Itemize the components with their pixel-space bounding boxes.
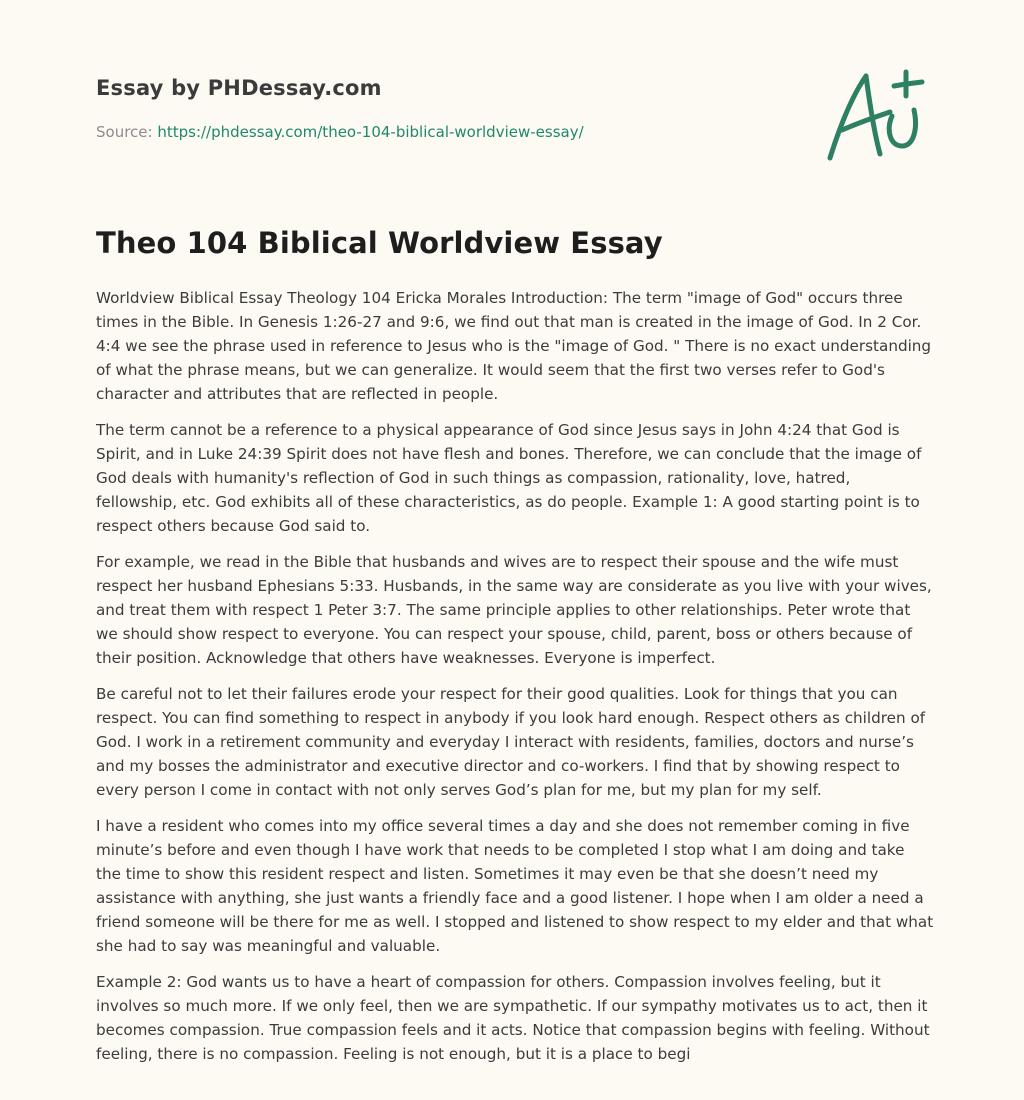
- source-label: Source:: [96, 123, 158, 141]
- article-title: Theo 104 Biblical Worldview Essay: [96, 226, 663, 260]
- a-plus-logo-icon: [818, 66, 930, 166]
- paragraph: Be careful not to let their failures erode your respect for their good qualities. Look for things that you can respect. You can find something to respect in anybody if you look hard enough. Respect others as children of God. I work in a retirement community and everyday I interact with residents, families, doctors and nurse’s and my bosses the administrator and executive director and co-workers. I find that by showing respect to every person I come in contact with not only serves God’s plan for me, but my plan for my self.: [96, 685, 926, 799]
- source-line: [96, 123, 584, 141]
- source-link[interactable]: https://phdessay.com/theo-104-biblical-worldview-essay/: [157, 123, 584, 141]
- paragraph: Example 2: God wants us to have a heart of compassion for others. Compassion involves feeling, but it involves so much more. If we only feel, then we are sympathetic. If our sympathy motivates us to act, then it becomes compassion. True compassion feels and it acts. Notice that compassion begins with feeling. Without feeling, there is no compassion. Feeling is not enough, but it is a place to begi: [96, 973, 930, 1063]
- site-name: Essay by PHDessay.com: [96, 76, 382, 100]
- paragraph: For example, we read in the Bible that husbands and wives are to respect their spouse and the wife must respect her husband Ephesians 5:33. Husbands, in the same way are considerate as you live with your wives, and treat them with respect 1 Peter 3:7. The same principle applies to other relationships. Peter wrote that we should show respect to everyone. You can respect your spouse, child, parent, boss or others because of their position. Acknowledge that others have weaknesses. Everyone is imperfect.: [96, 553, 932, 667]
- paragraph: Worldview Biblical Essay Theology 104 Ericka Morales Introduction: The term "image of God" occurs three times in the Bible. In Genesis 1:26-27 and 9:6, we find out that man is created in the image of God. In 2 Cor. 4:4 we see the phrase used in reference to Jesus who is the "image of God. " There is no exact understanding of what the phrase means, but we can generalize. It would seem that the first two verses refer to God's character and attributes that are reflected in people.: [96, 289, 932, 403]
- article-body: [96, 286, 934, 1078]
- paragraph: The term cannot be a reference to a physical appearance of God since Jesus says in John 4:24 that God is Spirit, and in Luke 24:39 Spirit does not have flesh and bones. Therefore, we can conclude that the image of God deals with humanity's reflection of God in such things as compassion, rationality, love, hatred, fellowship, etc. God exhibits all of these characteristics, as do people. Example 1: A good starting point is to respect others because God said to.: [96, 421, 922, 535]
- paragraph: I have a resident who comes into my office several times a day and she does not remember coming in five minute’s before and even though I have work that needs to be completed I stop what I am doing and take the time to show this resident respect and listen. Sometimes it may even be that she doesn’t need my assistance with anything, she just wants a friendly face and a good listener. I hope when I am older a need a friend someone will be there for me as well. I stopped and listened to show respect to my elder and that what she had to say was meaningful and valuable.: [96, 817, 934, 955]
